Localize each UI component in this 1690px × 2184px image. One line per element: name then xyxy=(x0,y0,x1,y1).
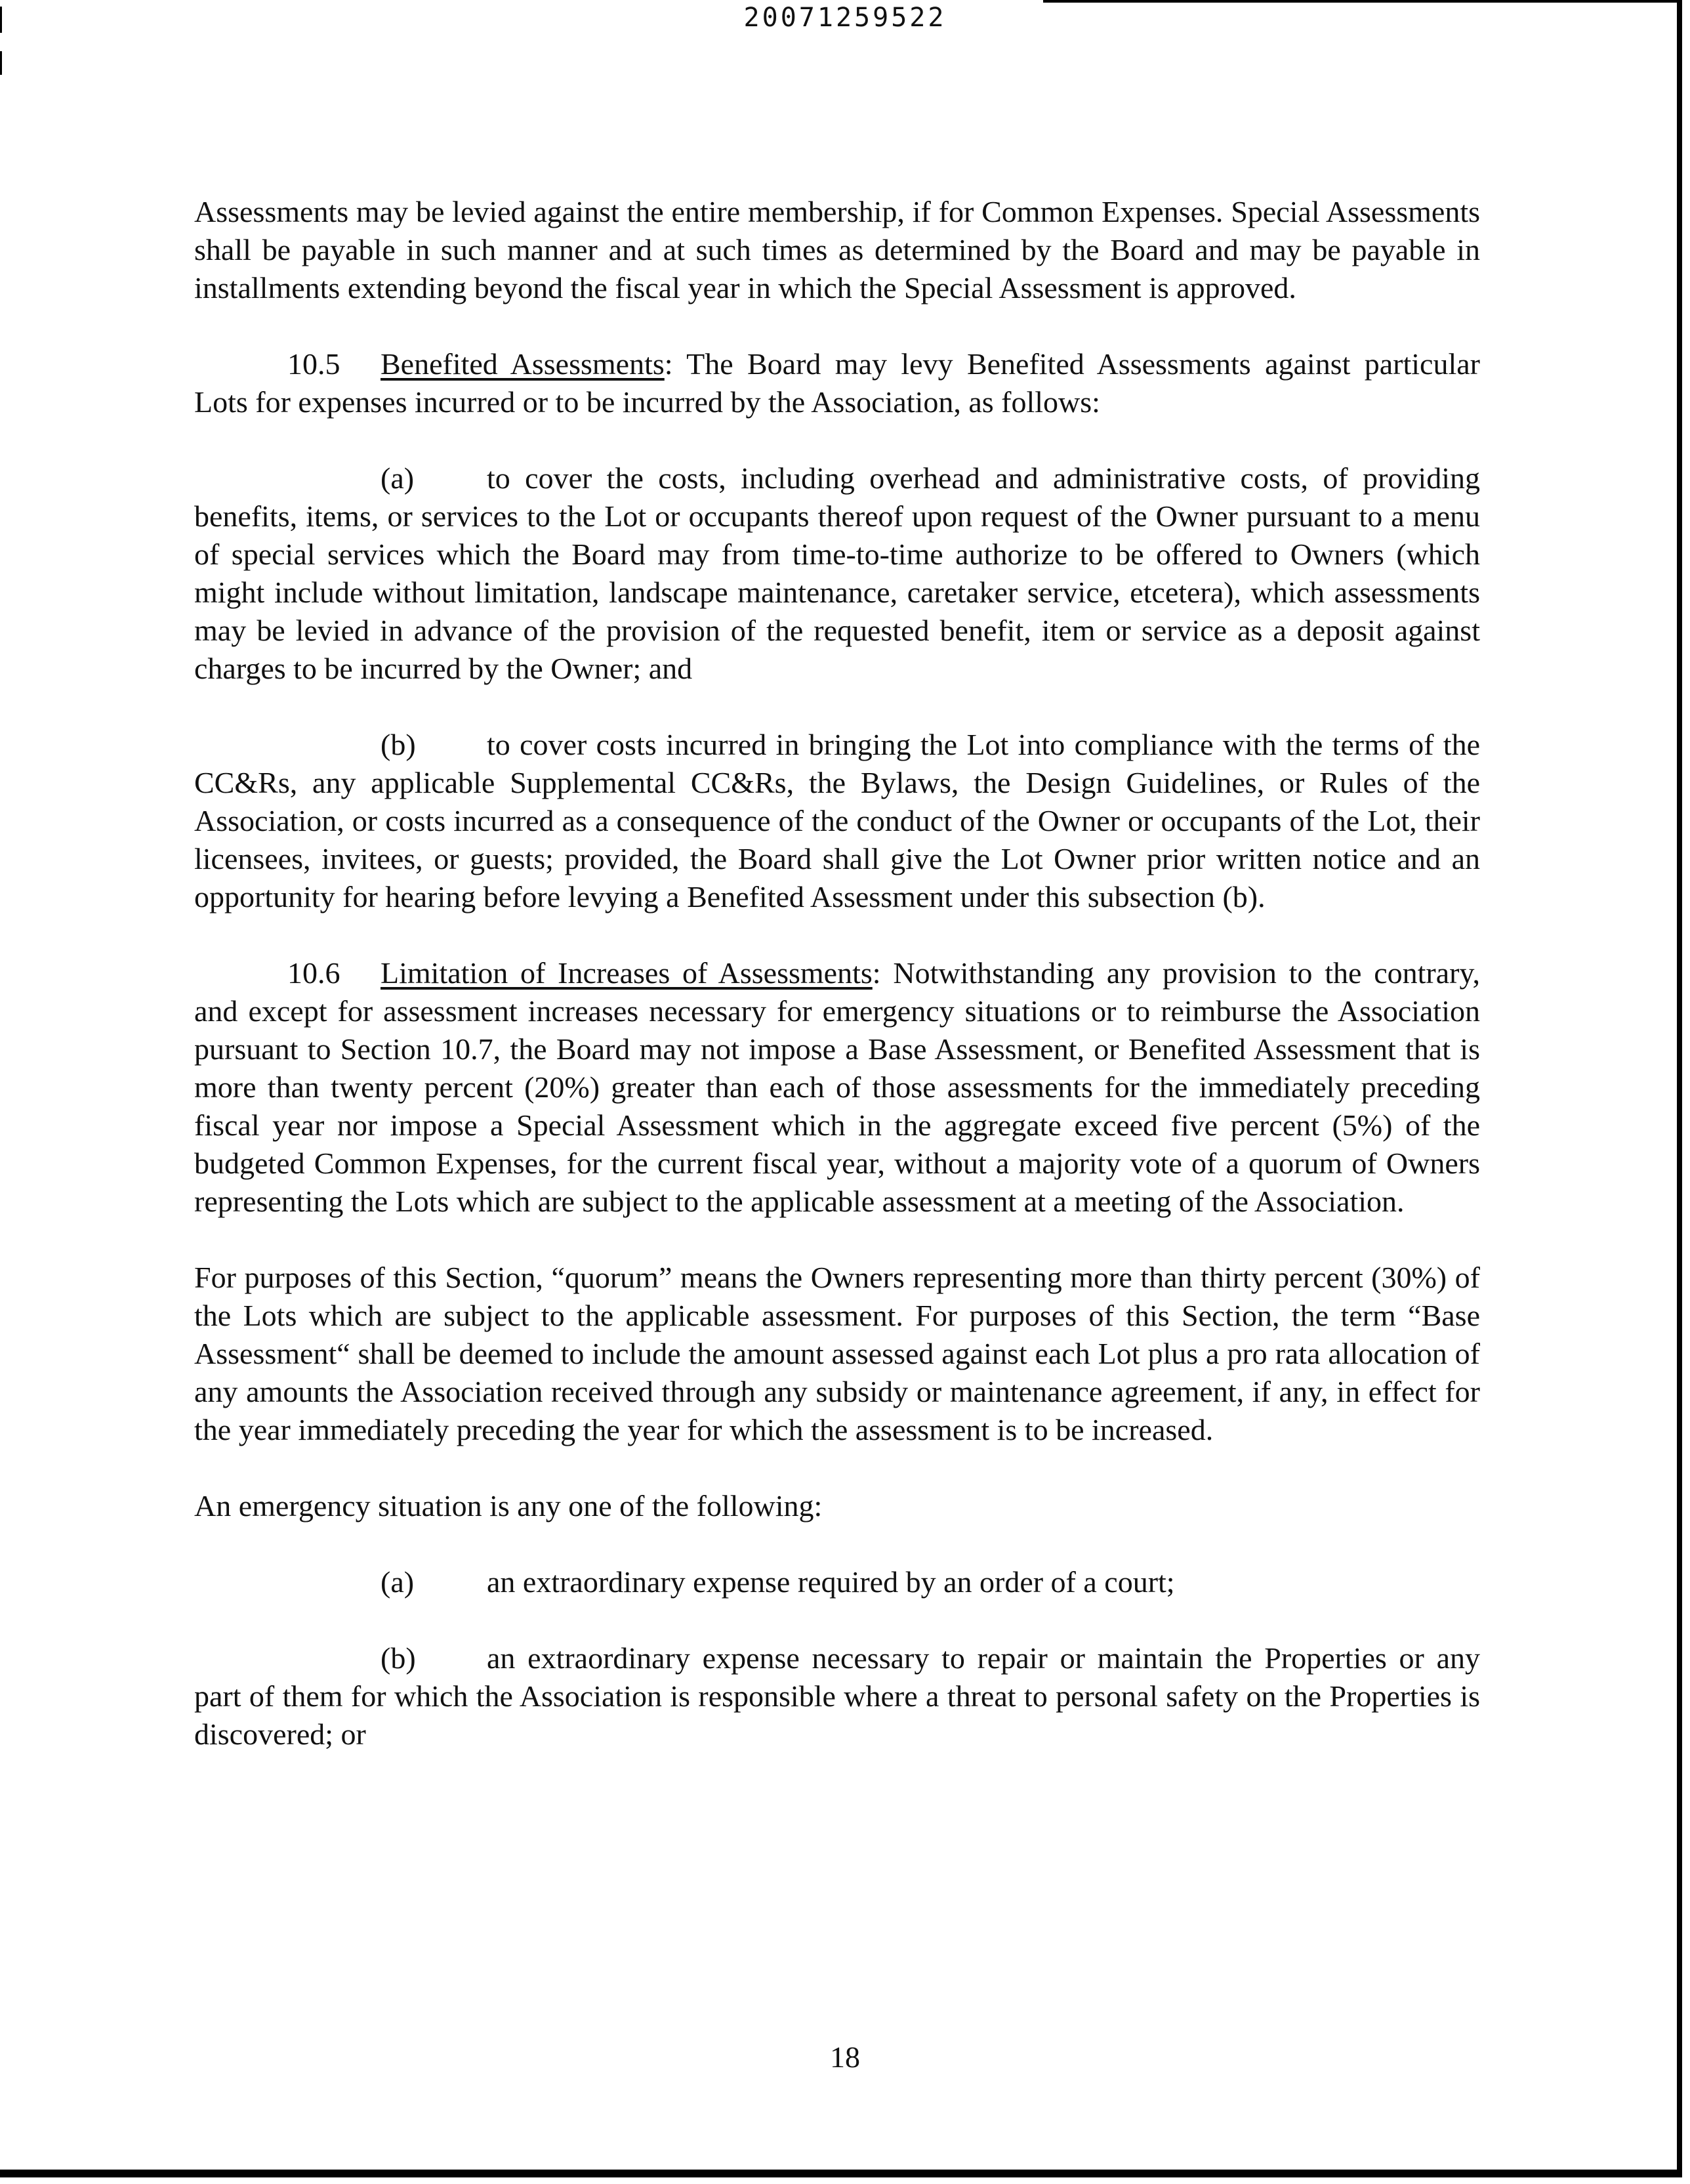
subsection-text: to cover costs incurred in bringing the Lot into compliance with the terms of the CC&Rs, any applicable Supplemental CC&Rs, the Bylaws, the Design Guidelines, or Rules of the Association, or costs incurred as a consequence of the conduct of the Owner or occupants of the Lot, their licensees, invitees, or guests; provided, the Board shall give the Lot Owner prior written notice and an opportunity for hearing before levying a Benefited Assessment under this subsection (b). xyxy=(194,728,1480,914)
paragraph-emergency: An emergency situation is any one of the following: xyxy=(194,1489,823,1522)
subsection-label: (a) xyxy=(381,461,415,495)
page-number: 18 xyxy=(830,2040,860,2074)
subsection-10-5-a xyxy=(194,459,1480,688)
emergency-item-a xyxy=(194,1563,1480,1601)
document-body xyxy=(194,193,1480,1754)
subsection-10-5-b xyxy=(194,726,1480,916)
scan-frame-right xyxy=(1677,0,1682,2177)
section-10-5 xyxy=(194,345,1480,421)
section-text: : The Board may levy Benefited Assessments against particular Lots for expenses incurred or to be incurred by the Association, as follows: xyxy=(194,347,1480,419)
emergency-item-b xyxy=(194,1639,1480,1754)
item-label: (a) xyxy=(381,1565,415,1599)
paragraph-special-assessments: Assessments may be levied against the entire membership, if for Common Expenses. Special Assessments shall be payable in such manner and at such times as determined by the Board and may be payable in installments extending beyond the fiscal year in which the Special Assessment is approved. xyxy=(194,195,1480,304)
document-number: 20071259522 xyxy=(743,3,947,33)
section-10-6 xyxy=(194,954,1480,1221)
section-heading: Benefited Assessments xyxy=(381,347,665,381)
scan-mark-left-2 xyxy=(0,51,2,75)
subsection-text: to cover the costs, including overhead and administrative costs, of providing benefits, items, or services to the Lot or occupants thereof upon request of the Owner pursuant to a menu of special services which the Board may from time-to-time authorize to be offered to Owners (which might include without limitation, landscape maintenance, caretaker service, etcetera), which assessments may be levied in advance of the provision of the requested benefit, item or service as a deposit against charges to be incurred by the Owner; and xyxy=(194,461,1480,685)
item-text: an extraordinary expense required by an order of a court; xyxy=(487,1565,1175,1599)
item-label: (b) xyxy=(381,1641,416,1675)
section-text: : Notwithstanding any provision to the contrary, and except for assessment increases necessary for emergency situations or to reimburse the Association pursuant to Section 10.7, the Board may not impose a Base Assessment, or Benefited Assessment that is more than twenty percent (20%) greater than each of those assessments for the immediately preceding fiscal year nor impose a Special Assessment which in the aggregate exceed five percent (5%) of the budgeted Common Expenses, for the current fiscal year, without a majority vote of a quorum of Owners representing the Lots which are subject to the applicable assessment at a meeting of the Association. xyxy=(194,956,1480,1218)
subsection-label: (b) xyxy=(381,728,416,761)
paragraph-quorum: For purposes of this Section, “quorum” means the Owners representing more than thirty percent (30%) of the Lots which are subject to the applicable assessment. For purposes of this Section, the term “Base Assessment“ shall be deemed to include the amount assessed against each Lot plus a pro rata allocation of any amounts the Association received through any subsidy or maintenance agreement, if any, in effect for the year immediately preceding the year for which the assessment is to be increased. xyxy=(194,1261,1480,1446)
section-number: 10.5 xyxy=(287,347,340,381)
item-text: an extraordinary expense necessary to repair or maintain the Properties or any part of them for which the Association is responsible where a threat to personal safety on the Properties is discovered; or xyxy=(194,1641,1480,1751)
scan-frame-bottom xyxy=(0,2170,1682,2177)
section-heading: Limitation of Increases of Assessments xyxy=(381,956,873,990)
section-number: 10.6 xyxy=(287,956,340,990)
